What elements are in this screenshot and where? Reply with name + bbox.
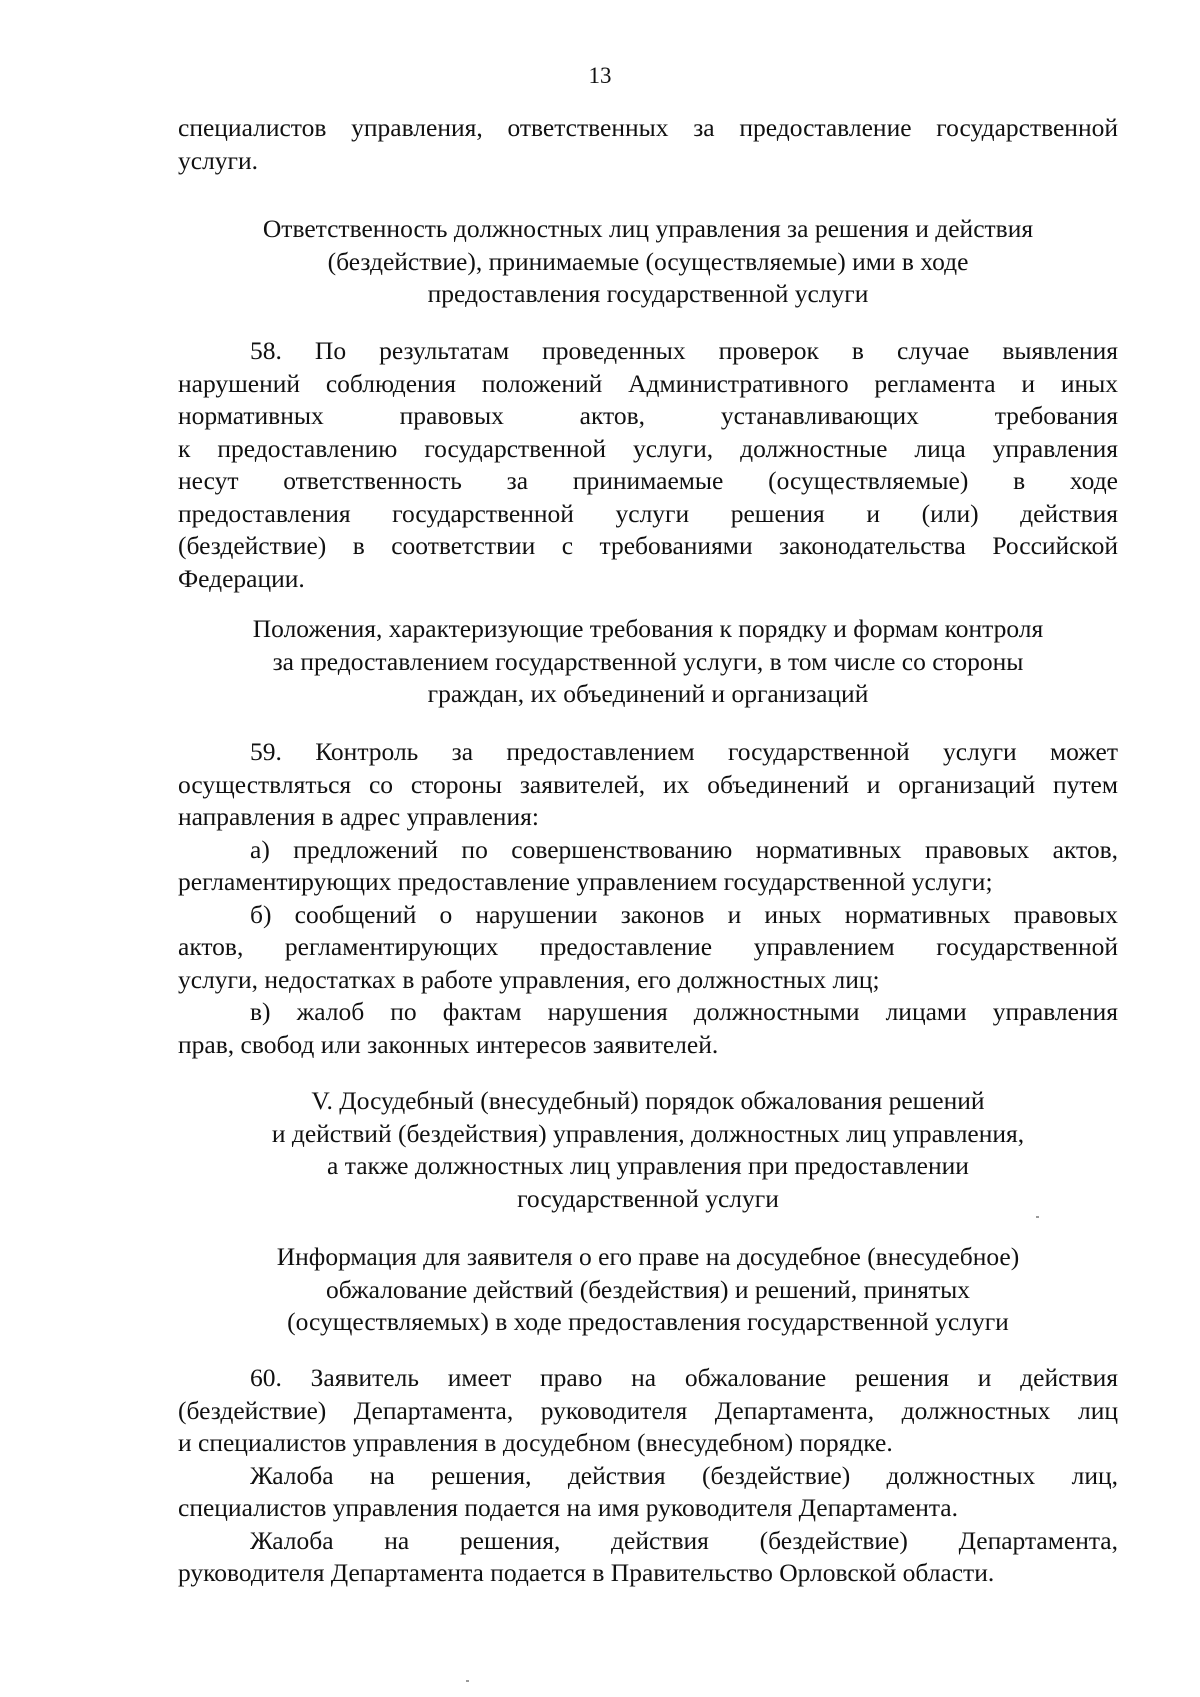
section-v-heading [178, 1085, 1118, 1215]
text-line: руководителя Департамента подается в Правительство Орловской области. [178, 1558, 995, 1587]
text-line: (бездействие) Департамента, руководителя Департамента, должностных лиц [178, 1395, 1118, 1425]
list-item-b [178, 899, 1118, 997]
heading-line: V. Досудебный (внесудебный) порядок обжалования решений [311, 1086, 985, 1115]
text-line: 60. Заявитель имеет право на обжалование решения и действия [250, 1363, 1118, 1392]
text-line: 59. Контроль за предоставлением государственной услуги может [250, 737, 1118, 766]
heading-line: Ответственность должностных лиц управления за решения и действия [262, 214, 1034, 243]
text-line: и специалистов управления в досудебном (внесудебном) порядке. [178, 1428, 893, 1457]
text-line: специалистов управления подается на имя руководителя Департамента. [178, 1493, 958, 1522]
heading-line: обжалование действий (бездействия) и решений, принятых [325, 1274, 971, 1304]
scan-speck [1036, 1216, 1039, 1218]
text-line: к предоставлению государственной услуги, должностные лица управления [178, 433, 1118, 463]
text-line: направления в адрес управления: [178, 802, 539, 831]
list-item-a [178, 834, 1118, 899]
text-line: нормативных правовых актов, устанавливающих требования [178, 401, 1118, 430]
paragraph-59 [178, 736, 1118, 1061]
heading-line: государственной услуги [517, 1183, 779, 1213]
text-line: Федерации. [178, 563, 305, 593]
text-line: услуги, недостатках в работе управления, его должностных лиц; [178, 964, 880, 994]
paragraph-60 [178, 1362, 1118, 1590]
list-item-v [178, 996, 1118, 1061]
paragraph-intro-continuation [178, 112, 1118, 177]
page-number: 13 [588, 63, 612, 88]
heading-control-requirements [178, 613, 1118, 711]
heading-responsibility [178, 213, 1118, 311]
text-line: нарушений соблюдения положений Административного регламента и иных [178, 368, 1118, 398]
text-line: осуществляться со стороны заявителей, их объединений и организаций путем [178, 769, 1118, 799]
text-line: несут ответственность за принимаемые (осуществляемые) в ходе [178, 466, 1118, 495]
text-line: предоставления государственной услуги решения и (или) действия [178, 498, 1118, 528]
text-line: а) предложений по совершенствованию нормативных правовых актов, [250, 834, 1118, 864]
heading-line: предоставления государственной услуги [427, 279, 869, 308]
heading-line: за предоставлением государственной услуги, в том числе со стороны [272, 646, 1024, 676]
heading-applicant-information [178, 1241, 1118, 1339]
paragraph-58 [178, 335, 1118, 595]
paragraph-complaint-specialists [178, 1460, 1118, 1525]
text-line: 58. По результатам проведенных проверок в случае выявления [250, 336, 1118, 365]
heading-line: а также должностных лиц управления при предоставлении [327, 1151, 969, 1180]
heading-line: (осуществляемых) в ходе предоставления государственной услуги [287, 1307, 1009, 1336]
text-line: Жалоба на решения, действия (бездействие) Департамента, [250, 1525, 1118, 1555]
heading-line: Положения, характеризующие требования к порядку и формам контроля [252, 614, 1044, 643]
heading-line: граждан, их объединений и организаций [427, 679, 869, 708]
text-line: (бездействие) в соответствии с требованиями законодательства Российской [178, 531, 1118, 560]
scan-speck [466, 1680, 469, 1682]
paragraph-complaint-department [178, 1525, 1118, 1590]
heading-line: Информация для заявителя о его праве на досудебное (внесудебное) [276, 1242, 1020, 1271]
text-line: Жалоба на решения, действия (бездействие) должностных лиц, [250, 1460, 1118, 1490]
text-line: в) жалоб по фактам нарушения должностными лицами управления [250, 997, 1118, 1026]
text-line: прав, свобод или законных интересов заявителей. [178, 1029, 719, 1059]
heading-line: (бездействие), принимаемые (осуществляемые) ими в ходе [327, 246, 969, 276]
text-line: регламентирующих предоставление управлением государственной услуги; [178, 867, 993, 896]
text-line: услуги. [178, 145, 259, 175]
heading-line: и действий (бездействия) управления, должностных лиц управления, [271, 1118, 1025, 1148]
text-line: б) сообщений о нарушении законов и иных нормативных правовых [250, 899, 1118, 929]
text-line: актов, регламентирующих предоставление управлением государственной [178, 932, 1118, 961]
text-line: специалистов управления, ответственных за предоставление государственной [178, 113, 1118, 142]
